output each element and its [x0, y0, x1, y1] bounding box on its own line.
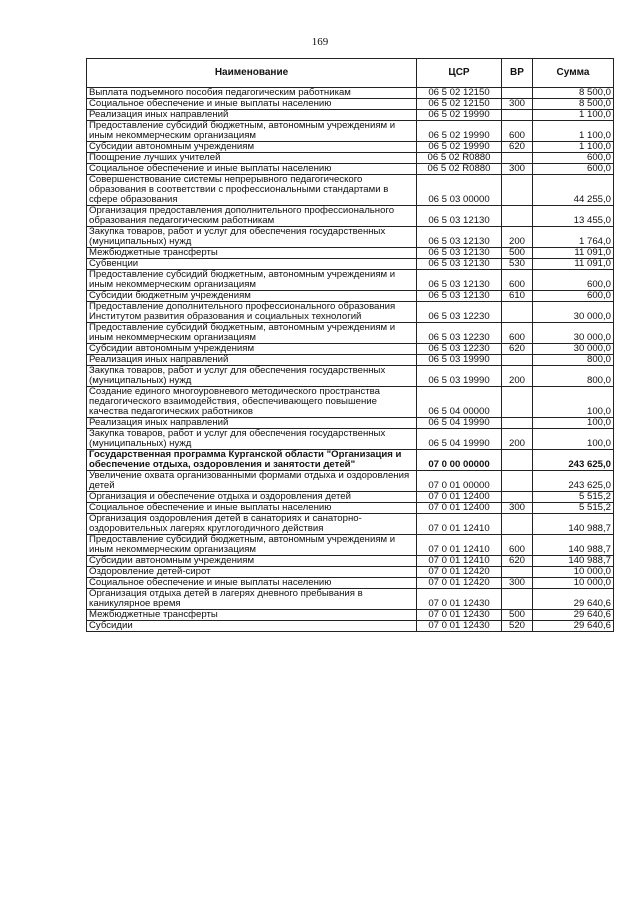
cell-name: Субвенции [87, 259, 417, 270]
header-name: Наименование [87, 59, 417, 88]
table-row [87, 259, 614, 270]
cell-name: Социальное обеспечение и иные выплаты населению [87, 164, 417, 175]
cell-sum: 100,0 [533, 387, 614, 418]
cell-vr: 620 [502, 556, 533, 567]
cell-sum: 1 100,0 [533, 110, 614, 121]
cell-csr: 06 5 02 19990 [417, 110, 502, 121]
table-row [87, 99, 614, 110]
cell-vr: 200 [502, 366, 533, 387]
cell-sum: 11 091,0 [533, 259, 614, 270]
cell-name: Субсидии автономным учреждениям [87, 556, 417, 567]
cell-csr: 06 5 03 12130 [417, 291, 502, 302]
table-row [87, 142, 614, 153]
cell-name: Предоставление субсидий бюджетным, автономным учреждениям и иным некоммерческим организациям [87, 323, 417, 344]
cell-sum: 5 515,2 [533, 492, 614, 503]
table-header-row [87, 59, 614, 88]
cell-name: Оздоровление детей-сирот [87, 567, 417, 578]
table-row [87, 153, 614, 164]
cell-sum: 140 988,7 [533, 514, 614, 535]
cell-name: Совершенствование системы непрерывного педагогического образования в соответствии с профессиональными стандартами в сфере образования [87, 175, 417, 206]
cell-vr [502, 589, 533, 610]
cell-sum: 30 000,0 [533, 323, 614, 344]
cell-vr [502, 153, 533, 164]
cell-vr [502, 450, 533, 471]
cell-vr [502, 387, 533, 418]
table-row [87, 248, 614, 259]
cell-vr: 620 [502, 142, 533, 153]
table-row [87, 110, 614, 121]
budget-table [86, 58, 614, 632]
cell-vr [502, 471, 533, 492]
cell-sum: 1 100,0 [533, 142, 614, 153]
cell-csr: 06 5 04 19990 [417, 429, 502, 450]
cell-csr: 06 5 04 19990 [417, 418, 502, 429]
cell-name: Предоставление субсидий бюджетным, автономным учреждениям и иным некоммерческим организациям [87, 535, 417, 556]
cell-sum: 800,0 [533, 355, 614, 366]
cell-name: Закупка товаров, работ и услуг для обеспечения государственных (муниципальных) нужд [87, 429, 417, 450]
cell-csr: 06 5 03 19990 [417, 355, 502, 366]
table-row [87, 291, 614, 302]
cell-vr: 300 [502, 578, 533, 589]
header-sum: Сумма [533, 59, 614, 88]
cell-vr [502, 206, 533, 227]
table-row [87, 492, 614, 503]
cell-sum: 13 455,0 [533, 206, 614, 227]
cell-vr [502, 110, 533, 121]
table-row [87, 302, 614, 323]
table-row [87, 355, 614, 366]
cell-name: Организация оздоровления детей в санаториях и санаторно-оздоровительных лагерях круглогодичного действия [87, 514, 417, 535]
cell-csr: 06 5 02 R0880 [417, 164, 502, 175]
cell-vr [502, 418, 533, 429]
cell-vr: 600 [502, 121, 533, 142]
table-row [87, 121, 614, 142]
cell-name: Создание единого многоуровневого методического пространства педагогического взаимодействия, обеспечивающего повышение качества педагогических работников [87, 387, 417, 418]
cell-name: Субсидии [87, 621, 417, 632]
cell-name: Субсидии автономным учреждениям [87, 142, 417, 153]
cell-sum: 44 255,0 [533, 175, 614, 206]
cell-sum: 8 500,0 [533, 99, 614, 110]
cell-name: Закупка товаров, работ и услуг для обеспечения государственных (муниципальных) нужд [87, 227, 417, 248]
cell-vr: 600 [502, 535, 533, 556]
cell-name: Закупка товаров, работ и услуг для обеспечения государственных (муниципальных) нужд [87, 366, 417, 387]
cell-vr [502, 302, 533, 323]
cell-name: Организация и обеспечение отдыха и оздоровления детей [87, 492, 417, 503]
header-vr: ВР [502, 59, 533, 88]
cell-csr: 07 0 00 00000 [417, 450, 502, 471]
header-csr: ЦСР [417, 59, 502, 88]
cell-csr: 06 5 03 12130 [417, 259, 502, 270]
table-row [87, 450, 614, 471]
cell-name: Реализация иных направлений [87, 355, 417, 366]
cell-name: Выплата подъемного пособия педагогическим работникам [87, 88, 417, 99]
cell-csr: 06 5 02 12150 [417, 88, 502, 99]
cell-vr: 300 [502, 164, 533, 175]
cell-name: Поощрение лучших учителей [87, 153, 417, 164]
cell-csr: 06 5 03 12230 [417, 344, 502, 355]
cell-csr: 06 5 02 19990 [417, 142, 502, 153]
cell-sum: 29 640,6 [533, 610, 614, 621]
cell-csr: 06 5 03 12130 [417, 206, 502, 227]
table-row [87, 621, 614, 632]
cell-name: Предоставление субсидий бюджетным, автономным учреждениям и иным некоммерческим организациям [87, 121, 417, 142]
cell-vr: 300 [502, 99, 533, 110]
cell-vr: 200 [502, 429, 533, 450]
table-row [87, 270, 614, 291]
cell-vr: 200 [502, 227, 533, 248]
table-row [87, 610, 614, 621]
cell-name: Межбюджетные трансферты [87, 248, 417, 259]
table-row [87, 535, 614, 556]
cell-sum: 30 000,0 [533, 344, 614, 355]
table-row [87, 471, 614, 492]
table-row [87, 88, 614, 99]
cell-vr: 300 [502, 503, 533, 514]
cell-csr: 07 0 01 12410 [417, 514, 502, 535]
cell-sum: 1 764,0 [533, 227, 614, 248]
cell-csr: 06 5 03 00000 [417, 175, 502, 206]
cell-csr: 06 5 04 00000 [417, 387, 502, 418]
cell-csr: 06 5 02 R0880 [417, 153, 502, 164]
cell-sum: 800,0 [533, 366, 614, 387]
cell-name: Реализация иных направлений [87, 418, 417, 429]
cell-csr: 07 0 01 12420 [417, 578, 502, 589]
cell-sum: 100,0 [533, 429, 614, 450]
table-row [87, 429, 614, 450]
cell-csr: 07 0 01 12410 [417, 556, 502, 567]
table-row [87, 418, 614, 429]
cell-vr: 610 [502, 291, 533, 302]
cell-sum: 1 100,0 [533, 121, 614, 142]
cell-sum: 243 625,0 [533, 471, 614, 492]
cell-sum: 140 988,7 [533, 556, 614, 567]
table-row [87, 514, 614, 535]
cell-sum: 243 625,0 [533, 450, 614, 471]
table-row [87, 366, 614, 387]
cell-csr: 06 5 03 19990 [417, 366, 502, 387]
cell-name: Государственная программа Курганской области "Организация и обеспечение отдыха, оздоровления и занятости детей" [87, 450, 417, 471]
cell-sum: 600,0 [533, 291, 614, 302]
cell-sum: 29 640,6 [533, 621, 614, 632]
cell-vr: 520 [502, 621, 533, 632]
cell-csr: 06 5 03 12230 [417, 323, 502, 344]
page-number: 169 [311, 36, 329, 48]
table-row [87, 578, 614, 589]
table-row [87, 503, 614, 514]
cell-csr: 06 5 03 12130 [417, 270, 502, 291]
cell-csr: 07 0 01 12420 [417, 567, 502, 578]
table-row [87, 164, 614, 175]
cell-sum: 5 515,2 [533, 503, 614, 514]
table-row [87, 556, 614, 567]
cell-sum: 10 000,0 [533, 567, 614, 578]
cell-csr: 07 0 01 12400 [417, 503, 502, 514]
table-row [87, 589, 614, 610]
cell-sum: 11 091,0 [533, 248, 614, 259]
cell-name: Организация отдыха детей в лагерях дневного пребывания в каникулярное время [87, 589, 417, 610]
cell-csr: 07 0 01 12400 [417, 492, 502, 503]
cell-csr: 07 0 01 12430 [417, 610, 502, 621]
cell-vr [502, 514, 533, 535]
cell-sum: 600,0 [533, 153, 614, 164]
table-row [87, 206, 614, 227]
cell-sum: 100,0 [533, 418, 614, 429]
cell-csr: 06 5 03 12230 [417, 302, 502, 323]
cell-name: Субсидии бюджетным учреждениям [87, 291, 417, 302]
cell-sum: 600,0 [533, 164, 614, 175]
cell-name: Социальное обеспечение и иные выплаты населению [87, 503, 417, 514]
cell-name: Межбюджетные трансферты [87, 610, 417, 621]
table-row [87, 344, 614, 355]
cell-csr: 07 0 01 12410 [417, 535, 502, 556]
cell-vr: 500 [502, 248, 533, 259]
cell-csr: 07 0 01 12430 [417, 621, 502, 632]
cell-name: Субсидии автономным учреждениям [87, 344, 417, 355]
cell-vr: 620 [502, 344, 533, 355]
cell-sum: 10 000,0 [533, 578, 614, 589]
cell-vr [502, 175, 533, 206]
cell-sum: 140 988,7 [533, 535, 614, 556]
cell-csr: 07 0 01 12430 [417, 589, 502, 610]
table-row [87, 323, 614, 344]
cell-csr: 06 5 02 19990 [417, 121, 502, 142]
cell-name: Увеличение охвата организованными формами отдыха и оздоровления детей [87, 471, 417, 492]
cell-vr [502, 492, 533, 503]
cell-vr: 600 [502, 323, 533, 344]
cell-csr: 06 5 03 12130 [417, 248, 502, 259]
table-body [87, 88, 614, 632]
cell-name: Организация предоставления дополнительного профессионального образования педагогическим работникам [87, 206, 417, 227]
cell-name: Социальное обеспечение и иные выплаты населению [87, 578, 417, 589]
cell-sum: 30 000,0 [533, 302, 614, 323]
cell-name: Предоставление субсидий бюджетным, автономным учреждениям и иным некоммерческим организациям [87, 270, 417, 291]
cell-vr [502, 355, 533, 366]
cell-name: Реализация иных направлений [87, 110, 417, 121]
cell-vr: 500 [502, 610, 533, 621]
cell-csr: 06 5 03 12130 [417, 227, 502, 248]
cell-csr: 06 5 02 12150 [417, 99, 502, 110]
cell-sum: 8 500,0 [533, 88, 614, 99]
cell-vr: 530 [502, 259, 533, 270]
cell-csr: 07 0 01 00000 [417, 471, 502, 492]
table-row [87, 387, 614, 418]
cell-name: Предоставление дополнительного профессионального образования Институтом развития образования и социальных технологий [87, 302, 417, 323]
cell-name: Социальное обеспечение и иные выплаты населению [87, 99, 417, 110]
cell-vr [502, 567, 533, 578]
cell-vr: 600 [502, 270, 533, 291]
table-row [87, 227, 614, 248]
cell-sum: 29 640,6 [533, 589, 614, 610]
cell-vr [502, 88, 533, 99]
cell-sum: 600,0 [533, 270, 614, 291]
table-row [87, 175, 614, 206]
table-row [87, 567, 614, 578]
